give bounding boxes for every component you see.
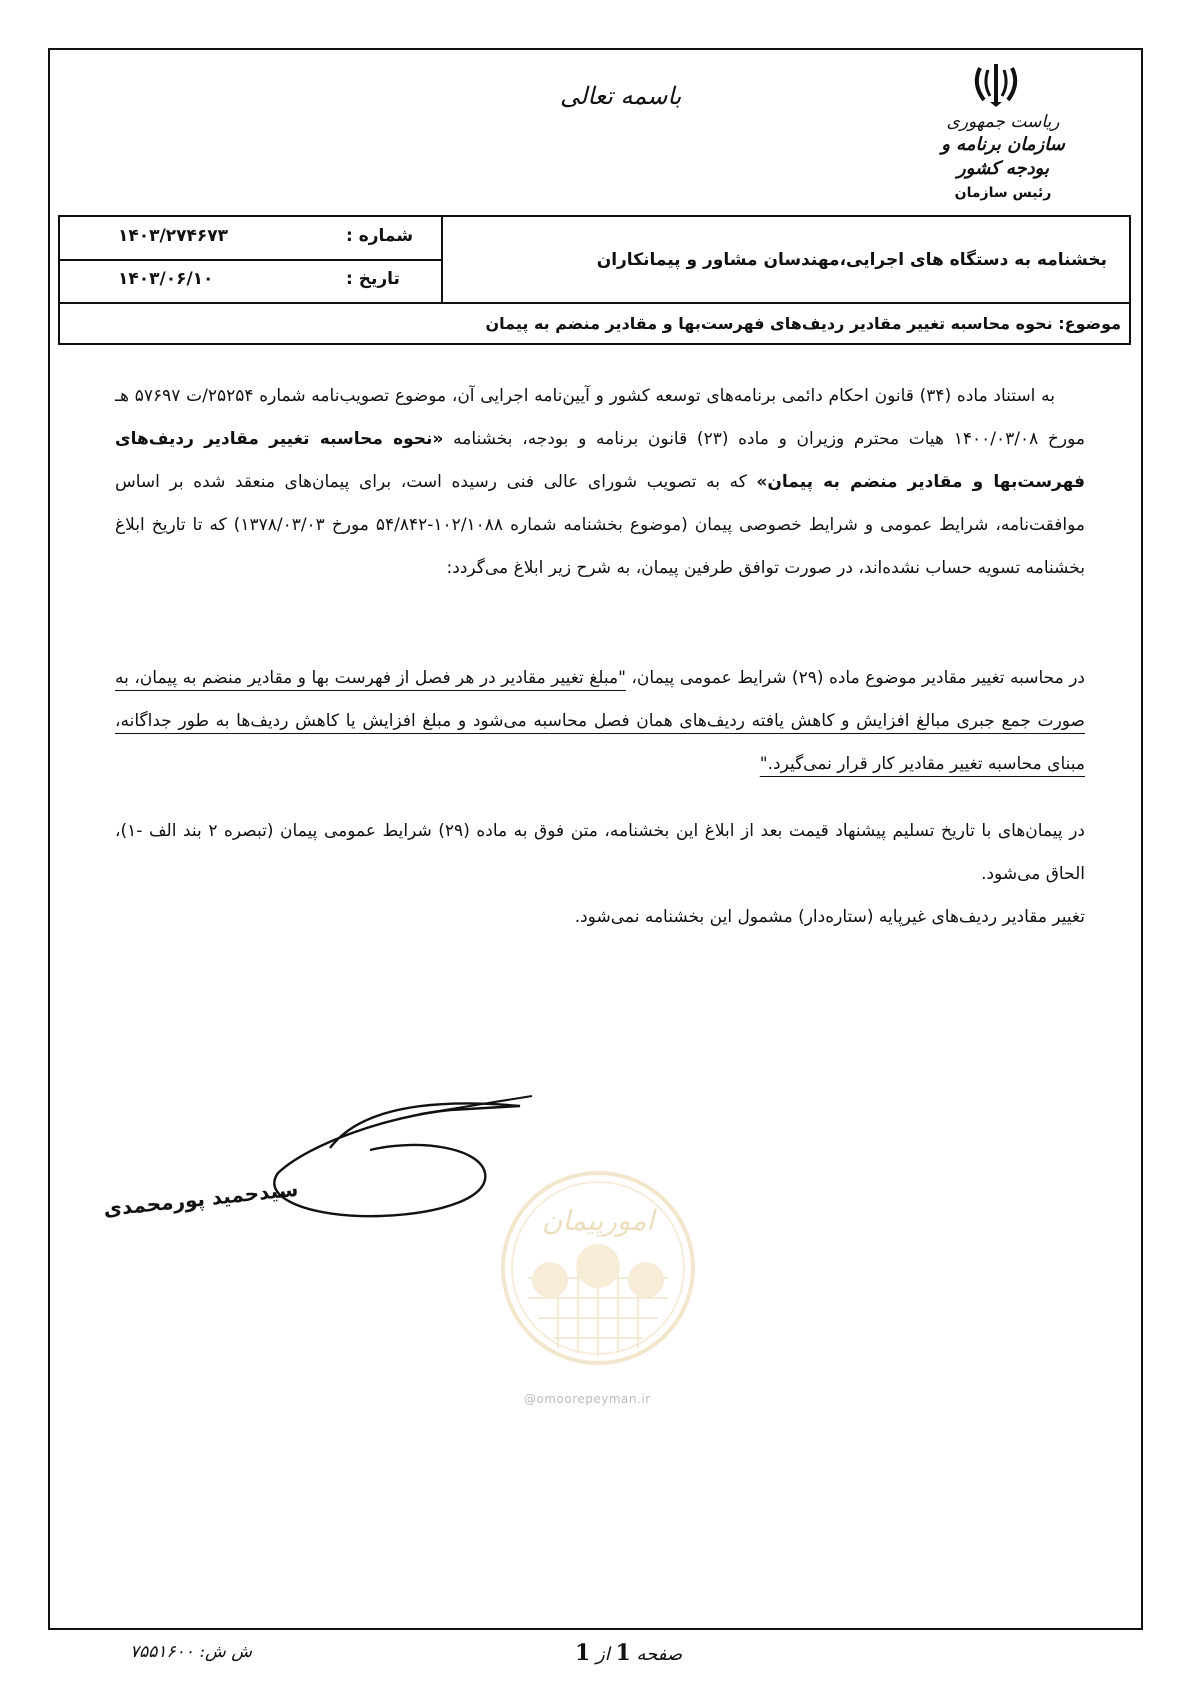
rule-text-a: در محاسبه تغییر مقادیر موضوع ماده (۲۹) شرایط عمومی پیمان، (625, 668, 1086, 688)
header-box (58, 215, 1131, 345)
date-label: تاریخ : (346, 269, 400, 289)
divider (441, 217, 443, 302)
org-line-organization: سازمان برنامه و بودجه کشور (941, 134, 1065, 179)
date-value: ۱۴۰۳/۰۶/۱۰ (118, 269, 214, 289)
rule-quote: "مبلغ تغییر مقادیر در هر فصل از فهرست بها و مقادیر منضم به پیمان، به صورت جمع جبری مبالغ افزایش و کاهش یافته ردیف‌های همان فصل محاسبه می‌شود و مبلغ افزایش یا کاهش ردیف‌ها به طور جداگانه، مبنای محاسبه تغییر مقادیر کار قرار نمی‌گیرد." (115, 668, 1085, 774)
page-number (575, 1640, 682, 1666)
recipient-line: بخشنامه به دستگاه های اجرایی،مهندسان مشاور و پیمانکاران (596, 249, 1107, 270)
iran-emblem-icon (970, 60, 1022, 108)
circular-title: «نحوه محاسبه تغییر مقادیر ردیف‌های فهرست‌بها و مقادیر منضم به پیمان» (115, 429, 1085, 492)
signature-name: سیدحمید پورمحمدی (102, 1176, 300, 1222)
number-value: ۱۴۰۳/۲۷۴۶۷۳ (118, 226, 228, 246)
seal-text: امورپیمان (541, 1204, 655, 1237)
reference-number: ش ش: ۷۵۵۱۶۰۰ (130, 1642, 252, 1662)
bismillah: باسمه تعالی (560, 82, 682, 110)
attachment-text: در پیمان‌های با تاریخ تسلیم پیشنهاد قیمت بعد از ابلاغ این بخشنامه، متن فوق به ماده (۲۹) شرایط عمومی پیمان (تبصره ۲ بند الف -۱)، الحاق می‌شود. (115, 821, 1085, 884)
intro-text-b: که به تصویب شورای عالی فنی رسیده است، برای پیمان‌های منعقد شده بر اساس موافقت‌نامه، شرایط عمومی و شرایط خصوصی پیمان (موضوع بخشنامه شماره ۱۰۲/۱۰۸۸-۵۴/۸۴۲ مورخ ۱۳۷۸/۰۳/۰۳) که تا تاریخ ابلاغ بخشنامه تسویه حساب نشده‌اند، در صورت توافق طرفین پیمان، به شرح زیر ابلاغ می‌گردد: (115, 472, 1085, 578)
page-of: از (596, 1644, 610, 1665)
subject-line: موضوع: نحوه محاسبه تغییر مقادیر ردیف‌های فهرست‌بها و مقادیر منضم به پیمان (485, 314, 1121, 333)
divider (60, 259, 441, 261)
watermark-seal (498, 1168, 698, 1368)
org-line-head: رئیس سازمان (954, 185, 1052, 201)
org-line-presidency: ریاست جمهوری (946, 112, 1060, 132)
paragraph-rule (115, 657, 1085, 786)
paragraph-intro (115, 375, 1085, 590)
intro-text-a: به استناد ماده (۳۴) قانون احکام دائمی برنامه‌های توسعه کشور و آیین‌نامه اجرایی آن، موضوع تصویب‌نامه شماره ۲۵۲۵۴/ت ۵۷۶۹۷ هـ مورخ ۱۴۰۰/۰۳/۰۸ هیات محترم وزیران و ماده (۲۳) قانون برنامه و بودجه، بخشنامه (115, 386, 1085, 449)
page-total: 1 (575, 1640, 591, 1666)
page-current: 1 (615, 1640, 631, 1666)
organization-block (928, 112, 1078, 205)
watermark-site: @omoorepeyman.ir (524, 1392, 651, 1406)
page-prefix: صفحه (636, 1644, 683, 1665)
paragraph-attachment (115, 810, 1085, 939)
number-label: شماره : (346, 226, 414, 246)
exclusion-text: تغییر مقادیر ردیف‌های غیرپایه (ستاره‌دار) مشمول این بخشنامه نمی‌شود. (574, 907, 1085, 927)
